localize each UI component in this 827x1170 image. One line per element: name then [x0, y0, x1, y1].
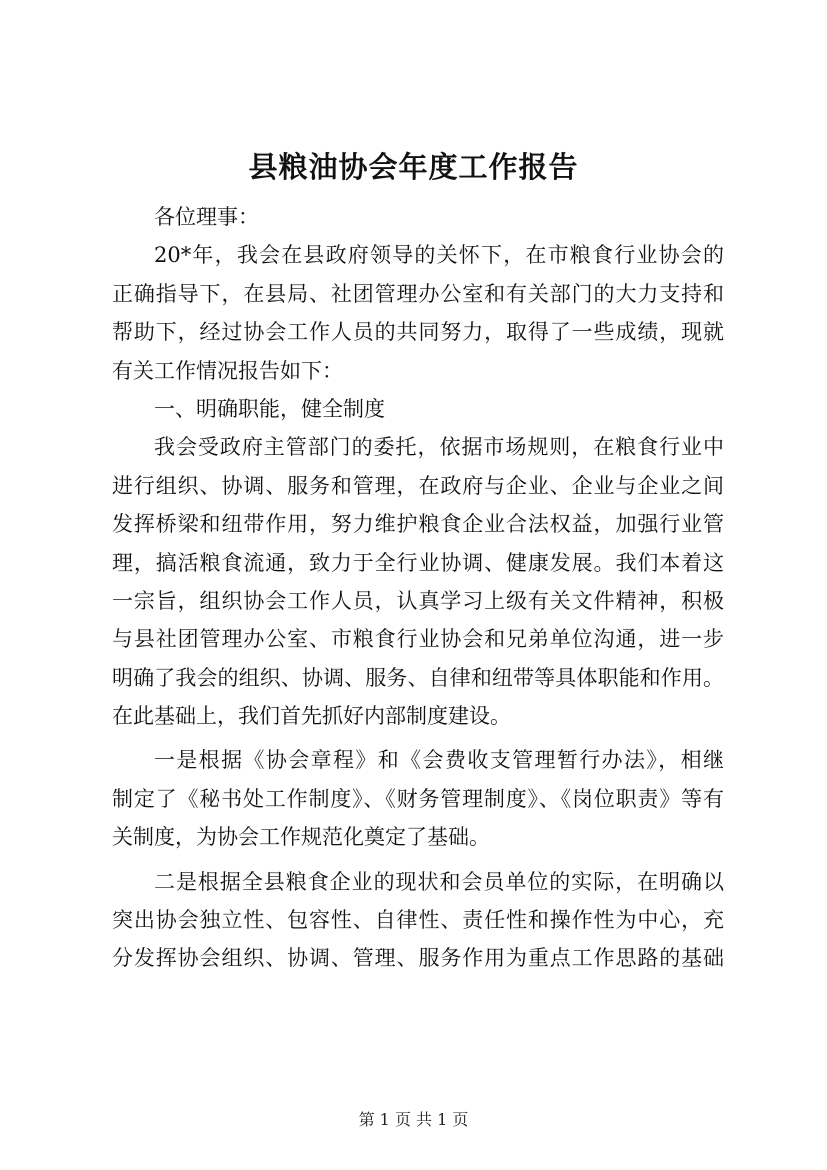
paragraph-line: 制定了《秘书处工作制度》、《财务管理制度》、《岗位职责》等有 [112, 786, 724, 811]
document-title: 县粮油协会年度工作报告 [248, 150, 579, 184]
paragraph-line: 发挥桥梁和纽带作用，努力维护粮食企业合法权益，加强行业管 [112, 512, 724, 537]
paragraph-line: 与县社团管理办公室、市粮食行业协会和兄弟单位沟通，进一步 [112, 627, 724, 652]
salutation: 各位理事： [154, 205, 259, 229]
paragraph-line: 二是根据全县粮食企业的现状和会员单位的实际，在明确以 [154, 869, 724, 894]
paragraph-line: 分发挥协会组织、协调、管理、服务作用为重点工作思路的基础 [112, 946, 724, 971]
paragraph-line: 正确指导下，在县局、社团管理办公室和有关部门的大力支持和 [112, 281, 724, 306]
paragraph-line: 我会受政府主管部门的委托，依据市场规则，在粮食行业中 [154, 435, 724, 460]
paragraph-line: 理，搞活粮食流通，致力于全行业协调、健康发展。我们本着这 [112, 550, 724, 575]
paragraph [112, 863, 724, 978]
paragraph-line: 20*年，我会在县政府领导的关怀下，在市粮食行业协会的 [154, 243, 724, 268]
section-heading [112, 390, 724, 428]
paragraph-line: 在此基础上，我们首先抓好内部制度建设。 [112, 704, 511, 729]
paragraph-line: 明确了我会的组织、协调、服务、自律和纽带等具体职能和作用。 [112, 665, 724, 690]
document-body [112, 198, 724, 978]
paragraph-line: 有关工作情况报告如下： [112, 358, 343, 383]
paragraph-line: 一是根据《协会章程》和《会费收支管理暂行办法》，相继 [154, 748, 724, 773]
paragraph-line: 进行组织、协调、服务和管理，在政府与企业、企业与企业之间 [112, 473, 724, 498]
paragraph-line: 一宗旨，组织协会工作人员，认真学习上级有关文件精神，积极 [112, 588, 724, 613]
paragraph [112, 236, 724, 390]
page-footer: 第 1 页 共 1 页 [358, 1110, 469, 1129]
paragraph-line: 帮助下，经过协会工作人员的共同努力，取得了一些成绩，现就 [112, 320, 724, 345]
paragraph [112, 428, 724, 735]
paragraph-line: 关制度，为协会工作规范化奠定了基础。 [112, 825, 490, 850]
paragraph-line: 突出协会独立性、包容性、自律性、责任性和操作性为中心，充 [112, 908, 724, 933]
paragraph [112, 741, 724, 856]
section-heading-text: 一、明确职能，健全制度 [154, 396, 385, 421]
